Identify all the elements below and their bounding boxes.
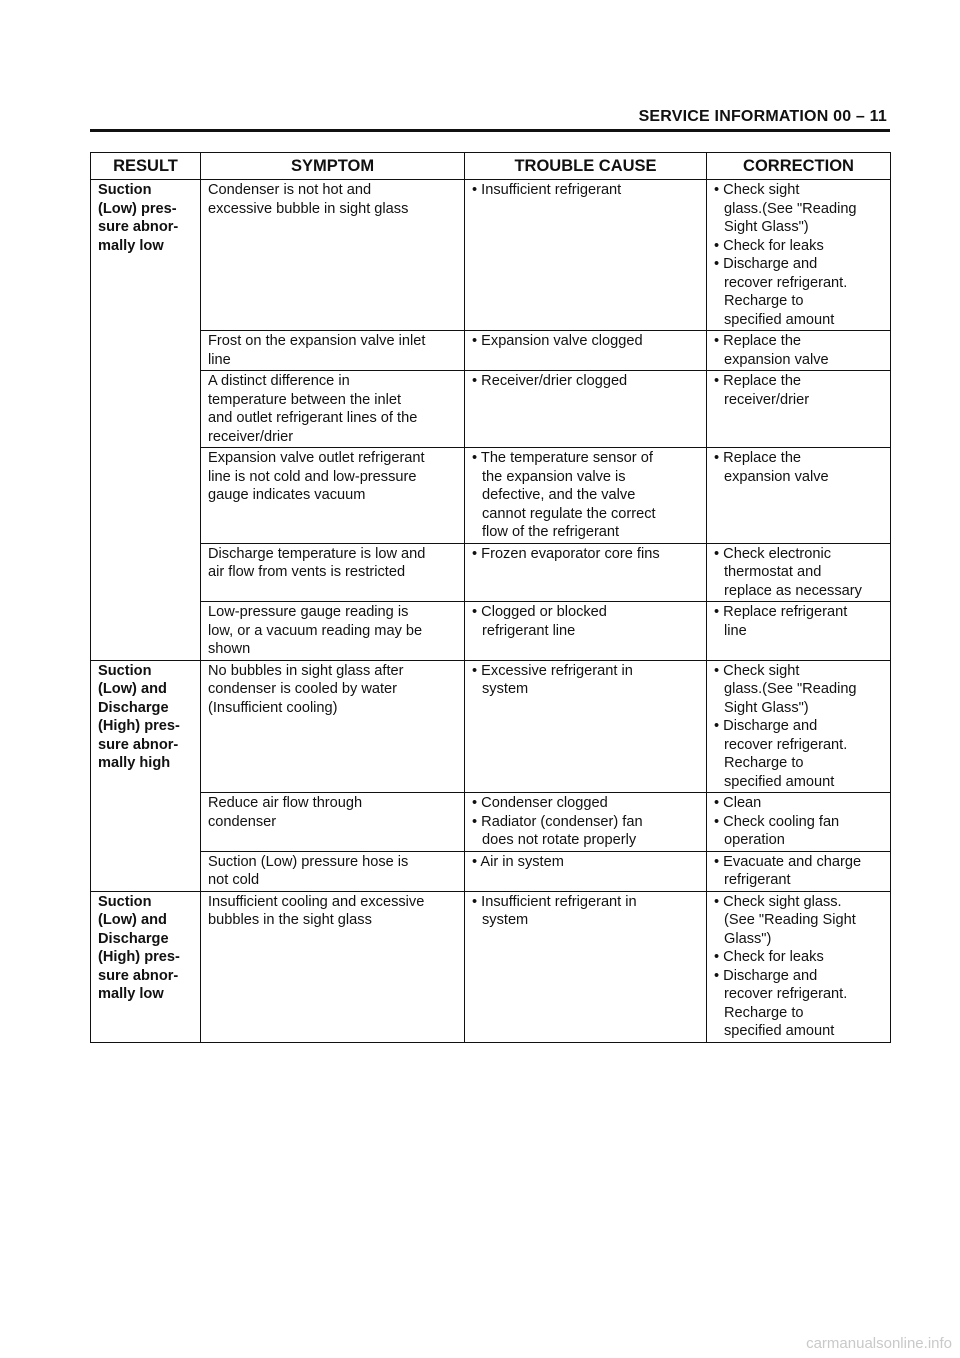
result-cell-line: (Low) and — [98, 912, 167, 928]
column-header-result: RESULT — [91, 153, 201, 180]
symptom-cell — [201, 602, 465, 661]
result-cell-line: (Low) and — [98, 681, 167, 697]
correction-cell-line: • Evacuate and charge — [714, 853, 862, 870]
trouble-cause-cell-line: • Radiator (condenser) fan — [472, 813, 643, 830]
column-header-correction: CORRECTION — [707, 153, 891, 180]
symptom-cell — [201, 543, 465, 602]
correction-cell-line: specified amount — [724, 311, 835, 328]
correction-cell — [707, 371, 891, 448]
symptom-cell-line: Condenser is not hot and — [208, 182, 372, 198]
correction-cell — [707, 851, 891, 891]
correction-cell-line: • Check sight glass. — [714, 893, 842, 910]
symptom-cell-line: low, or a vacuum reading may be — [208, 622, 423, 639]
correction-cell-line: • Check electronic — [714, 545, 832, 562]
correction-cell-line: replace as necessary — [724, 582, 862, 599]
correction-cell-line: expansion valve — [724, 468, 829, 485]
result-cell-line: mally high — [98, 755, 171, 771]
correction-cell-line: specified amount — [724, 1023, 835, 1039]
correction-cell-line: • Check for leaks — [714, 237, 824, 254]
correction-cell-line: line — [724, 622, 747, 639]
result-cell-line: Discharge — [98, 699, 169, 716]
symptom-cell — [201, 448, 465, 544]
troubleshooting-table — [90, 152, 891, 1043]
result-cell — [91, 660, 201, 891]
correction-cell — [707, 793, 891, 852]
table-row — [91, 543, 891, 602]
result-cell — [91, 180, 201, 661]
result-cell-line: mally low — [98, 986, 164, 1002]
symptom-cell-line: No bubbles in sight glass after — [208, 662, 404, 679]
symptom-cell-line: A distinct difference in — [208, 373, 350, 389]
result-cell-line: (Low) pres- — [98, 200, 177, 217]
symptom-cell-line: temperature between the inlet — [208, 391, 402, 408]
correction-cell-line: • Clean — [714, 795, 762, 811]
symptom-cell-line: Discharge temperature is low and — [208, 545, 426, 562]
symptom-cell — [201, 851, 465, 891]
header-rule — [90, 129, 890, 132]
correction-cell-line: Recharge to — [724, 1004, 804, 1021]
correction-cell-line: (See "Reading Sight — [724, 912, 856, 928]
correction-cell-line: • Replace the — [714, 450, 802, 466]
correction-cell — [707, 891, 891, 1042]
correction-cell-line: recover refrigerant. — [724, 736, 848, 753]
trouble-cause-cell — [465, 331, 707, 371]
watermark: carmanualsonline.info — [806, 1335, 952, 1352]
correction-cell — [707, 602, 891, 661]
symptom-cell-line: and outlet refrigerant lines of the — [208, 410, 418, 426]
correction-cell-line: specified amount — [724, 773, 835, 790]
symptom-cell — [201, 331, 465, 371]
symptom-cell — [201, 891, 465, 1042]
table-row — [91, 793, 891, 852]
correction-cell-line: receiver/drier — [724, 391, 810, 408]
trouble-cause-cell-line: • Receiver/drier clogged — [472, 373, 628, 389]
page-header: SERVICE INFORMATION 00 – 11 — [638, 108, 887, 125]
result-cell-line: Suction — [98, 893, 152, 910]
correction-cell-line: expansion valve — [724, 351, 829, 368]
result-cell — [91, 891, 201, 1042]
result-cell-line: Discharge — [98, 930, 169, 947]
table-row — [91, 180, 891, 331]
table-header-row — [91, 153, 891, 180]
result-cell-line: (High) pres- — [98, 718, 180, 734]
trouble-cause-cell-line: • Air in system — [472, 853, 564, 870]
symptom-cell — [201, 660, 465, 793]
symptom-cell-line: condenser is cooled by water — [208, 681, 398, 697]
table-body — [91, 180, 891, 1043]
result-cell-line: mally low — [98, 237, 164, 254]
table-row — [91, 891, 891, 1042]
symptom-cell-line: excessive bubble in sight glass — [208, 200, 409, 217]
result-cell-line: sure abnor- — [98, 736, 179, 753]
trouble-cause-cell — [465, 180, 707, 331]
trouble-cause-cell-line: • Expansion valve clogged — [472, 333, 643, 349]
correction-cell-line: • Replace the — [714, 333, 802, 349]
symptom-cell-line: not cold — [208, 872, 260, 888]
correction-cell — [707, 660, 891, 793]
trouble-cause-cell-line: • Insufficient refrigerant — [472, 182, 622, 198]
table-row — [91, 331, 891, 371]
symptom-cell-line: Expansion valve outlet refrigerant — [208, 450, 425, 466]
correction-cell-line: • Check sight — [714, 182, 800, 198]
trouble-cause-cell — [465, 851, 707, 891]
trouble-cause-cell-line: • The temperature sensor of — [472, 450, 653, 466]
trouble-cause-cell — [465, 371, 707, 448]
table-row — [91, 602, 891, 661]
trouble-cause-cell — [465, 448, 707, 544]
correction-cell-line: • Check cooling fan — [714, 813, 840, 830]
table-row — [91, 660, 891, 793]
trouble-cause-cell-line: cannot regulate the correct — [482, 505, 656, 522]
symptom-cell-line: (Insufficient cooling) — [208, 699, 338, 716]
correction-cell-line: • Replace the — [714, 373, 802, 389]
correction-cell — [707, 180, 891, 331]
correction-cell-line: refrigerant — [724, 872, 791, 888]
trouble-cause-cell-line: the expansion valve is — [482, 468, 626, 485]
column-header-symptom: SYMPTOM — [201, 153, 465, 180]
result-cell-line: sure abnor- — [98, 219, 179, 235]
correction-cell-line: thermostat and — [724, 564, 822, 580]
trouble-cause-cell — [465, 793, 707, 852]
correction-cell-line: • Check sight — [714, 662, 800, 679]
symptom-cell — [201, 371, 465, 448]
correction-cell-line: • Replace refrigerant — [714, 604, 848, 620]
symptom-cell-line: gauge indicates vacuum — [208, 487, 366, 503]
correction-cell-line: recover refrigerant. — [724, 986, 848, 1002]
trouble-cause-cell-line: flow of the refrigerant — [482, 524, 620, 540]
correction-cell-line: Recharge to — [724, 293, 804, 309]
symptom-cell — [201, 180, 465, 331]
correction-cell-line: glass.(See "Reading — [724, 681, 857, 697]
trouble-cause-cell-line: • Clogged or blocked — [472, 604, 607, 620]
symptom-cell-line: line — [208, 351, 231, 368]
correction-cell-line: • Check for leaks — [714, 949, 824, 965]
symptom-cell-line: line is not cold and low-pressure — [208, 468, 417, 485]
trouble-cause-cell — [465, 660, 707, 793]
trouble-cause-cell-line: system — [482, 681, 529, 697]
correction-cell-line: Sight Glass") — [724, 699, 809, 716]
symptom-cell-line: Reduce air flow through — [208, 795, 363, 811]
trouble-cause-cell — [465, 602, 707, 661]
trouble-cause-cell-line: does not rotate properly — [482, 832, 637, 848]
column-header-trouble-cause: TROUBLE CAUSE — [465, 153, 707, 180]
correction-cell-line: • Discharge and — [714, 967, 818, 984]
symptom-cell-line: air flow from vents is restricted — [208, 564, 406, 580]
table-row — [91, 448, 891, 544]
correction-cell-line: Sight Glass") — [724, 219, 809, 235]
correction-cell — [707, 543, 891, 602]
symptom-cell-line: Low-pressure gauge reading is — [208, 604, 409, 620]
correction-cell-line: • Discharge and — [714, 718, 818, 734]
result-cell-line: Suction — [98, 662, 152, 679]
symptom-cell-line: Frost on the expansion valve inlet — [208, 333, 426, 349]
trouble-cause-cell-line: defective, and the valve — [482, 487, 636, 503]
symptom-cell-line: Suction (Low) pressure hose is — [208, 853, 409, 870]
correction-cell — [707, 331, 891, 371]
correction-cell — [707, 448, 891, 544]
symptom-cell-line: condenser — [208, 813, 277, 830]
correction-cell-line: • Discharge and — [714, 256, 818, 272]
result-cell-line: sure abnor- — [98, 967, 179, 984]
result-cell-line: Suction — [98, 182, 152, 198]
trouble-cause-cell-line: • Insufficient refrigerant in — [472, 893, 637, 910]
symptom-cell-line: shown — [208, 641, 251, 657]
correction-cell-line: Glass") — [724, 930, 772, 947]
symptom-cell-line: Insufficient cooling and excessive — [208, 893, 425, 910]
result-cell-line: (High) pres- — [98, 949, 180, 965]
correction-cell-line: Recharge to — [724, 755, 804, 771]
trouble-cause-cell — [465, 891, 707, 1042]
trouble-cause-cell-line: refrigerant line — [482, 622, 576, 639]
trouble-cause-cell-line: system — [482, 912, 529, 928]
correction-cell-line: operation — [724, 832, 785, 848]
correction-cell-line: recover refrigerant. — [724, 274, 848, 291]
symptom-cell-line: receiver/drier — [208, 428, 294, 445]
table-row — [91, 851, 891, 891]
trouble-cause-cell-line: • Excessive refrigerant in — [472, 662, 633, 679]
trouble-cause-cell-line: • Condenser clogged — [472, 795, 608, 811]
trouble-cause-cell — [465, 543, 707, 602]
symptom-cell — [201, 793, 465, 852]
correction-cell-line: glass.(See "Reading — [724, 200, 857, 217]
table-row — [91, 371, 891, 448]
symptom-cell-line: bubbles in the sight glass — [208, 912, 372, 928]
trouble-cause-cell-line: • Frozen evaporator core fins — [472, 545, 660, 562]
